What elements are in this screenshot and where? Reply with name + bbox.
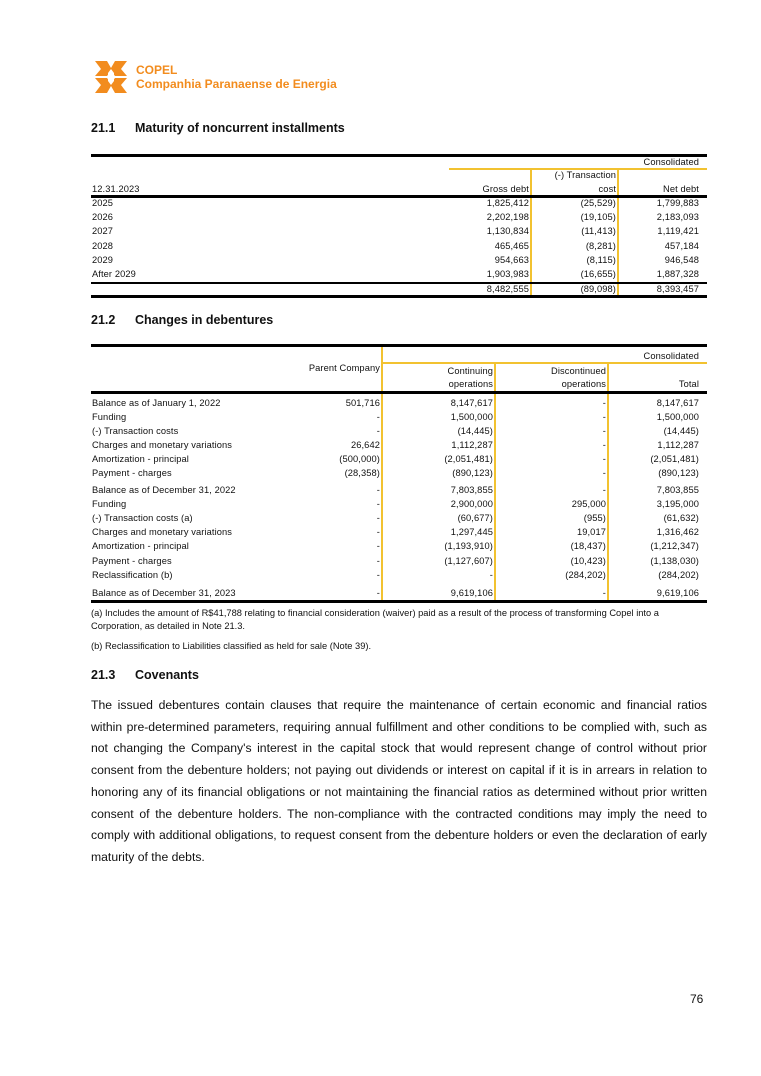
header-bottom-rule bbox=[91, 391, 707, 394]
row-label: Amortization - principal bbox=[92, 541, 189, 552]
cell-gross-debt: 1,825,412 bbox=[486, 198, 529, 208]
section-title: Changes in debentures bbox=[135, 313, 274, 327]
group-header-consolidated: Consolidated bbox=[643, 157, 699, 167]
row-label: 2025 bbox=[92, 198, 114, 208]
cell-parent-company: - bbox=[376, 541, 380, 552]
cell-gross-debt: 465,465 bbox=[494, 240, 529, 251]
column-divider bbox=[381, 347, 383, 602]
cell-discontinued: - bbox=[602, 467, 606, 478]
cell-transaction-cost: (8,281) bbox=[585, 240, 616, 251]
cell-discontinued: (18,437) bbox=[570, 541, 606, 552]
cell-continuing: 7,803,855 bbox=[450, 485, 493, 495]
cell-continuing: (1,127,607) bbox=[444, 555, 493, 566]
column-divider bbox=[607, 364, 609, 602]
cell-parent-company: - bbox=[376, 425, 380, 436]
cell-total: (890,123) bbox=[658, 467, 699, 478]
column-header-date: 12.31.2023 bbox=[92, 184, 140, 194]
cell-discontinued: (10,423) bbox=[570, 555, 606, 566]
cell-gross-debt: 1,903,983 bbox=[486, 269, 529, 279]
cell-total: (61,632) bbox=[663, 513, 699, 524]
column-header-parent: Parent Company bbox=[308, 363, 380, 373]
column-header-total: Total bbox=[678, 379, 699, 389]
cell-continuing: 2,900,000 bbox=[450, 499, 493, 510]
row-label: (-) Transaction costs (a) bbox=[92, 513, 193, 524]
cell-continuing: (1,193,910) bbox=[444, 541, 493, 552]
section-title: Maturity of noncurrent installments bbox=[135, 121, 345, 135]
cell-parent-company: - bbox=[376, 555, 380, 566]
cell-parent-company: - bbox=[376, 411, 380, 422]
section-number: 21.2 bbox=[91, 313, 116, 327]
section-title: Covenants bbox=[135, 668, 199, 682]
cell-total: (1,212,347) bbox=[650, 541, 699, 552]
cell-continuing: (60,677) bbox=[457, 513, 493, 524]
cell-net-debt: 457,184 bbox=[664, 240, 699, 251]
column-header-discontinued-1: Discontinued bbox=[551, 366, 606, 376]
cell-transaction-cost: (19,105) bbox=[580, 212, 616, 223]
section-number: 21.1 bbox=[91, 121, 116, 135]
cell-total: 1,316,462 bbox=[656, 527, 699, 538]
cell-parent-company: - bbox=[376, 499, 380, 510]
cell-net-debt: 946,548 bbox=[664, 254, 699, 265]
column-header-continuing-2: operations bbox=[448, 379, 493, 389]
row-label: 2026 bbox=[92, 212, 114, 223]
cell-net-debt: 1,799,883 bbox=[656, 198, 699, 208]
cell-discontinued: - bbox=[602, 588, 606, 598]
table-top-rule bbox=[91, 344, 707, 347]
cell-discontinued: (955) bbox=[583, 513, 606, 524]
footnote-a: (a) Includes the amount of R$41,788 relating to financial consideration (waiver) paid as a result of the process of transforming Copel into a Corporation, as detailed in Note 21.3. bbox=[91, 608, 659, 631]
cell-transaction-cost: (11,413) bbox=[581, 226, 616, 237]
row-label: Payment - charges bbox=[92, 467, 172, 478]
company-name: Companhia Paranaense de Energia bbox=[136, 77, 337, 91]
cell-net-debt: 1,119,421 bbox=[657, 226, 699, 237]
cell-continuing: 8,147,617 bbox=[450, 398, 493, 408]
cell-discontinued: - bbox=[602, 425, 606, 436]
cell-total: (14,445) bbox=[663, 425, 699, 436]
row-label: Reclassification (b) bbox=[92, 569, 173, 580]
cell-discontinued: - bbox=[602, 439, 606, 450]
cell-total: 8,147,617 bbox=[656, 398, 699, 408]
total-cost: (89,098) bbox=[580, 284, 616, 294]
row-label: Balance as of December 31, 2023 bbox=[92, 588, 236, 598]
cell-parent-company: - bbox=[376, 513, 380, 524]
row-label: Amortization - principal bbox=[92, 453, 189, 464]
column-header-transaction-1: (-) Transaction bbox=[554, 170, 616, 180]
cell-parent-company: - bbox=[376, 527, 380, 538]
cell-continuing: (2,051,481) bbox=[444, 453, 493, 464]
table-bottom-rule bbox=[91, 600, 707, 603]
cell-total: 1,500,000 bbox=[656, 411, 699, 422]
cell-net-debt: 2,183,093 bbox=[656, 212, 699, 223]
header-underline bbox=[381, 362, 707, 364]
cell-transaction-cost: (8,115) bbox=[586, 254, 616, 265]
row-label: Balance as of January 1, 2022 bbox=[92, 398, 221, 408]
column-header-net-debt: Net debt bbox=[663, 184, 699, 194]
cell-continuing: 9,619,106 bbox=[450, 588, 493, 598]
row-label: 2029 bbox=[92, 254, 114, 265]
cell-parent-company: - bbox=[376, 569, 380, 580]
total-net: 8,393,457 bbox=[656, 284, 699, 294]
section-heading-21-3 bbox=[91, 668, 199, 682]
cell-discontinued: - bbox=[602, 485, 606, 495]
cell-discontinued: - bbox=[602, 411, 606, 422]
group-header-consolidated: Consolidated bbox=[643, 351, 699, 361]
column-header-gross-debt: Gross debt bbox=[482, 184, 529, 194]
cell-gross-debt: 2,202,198 bbox=[486, 212, 529, 223]
row-label: Balance as of December 31, 2022 bbox=[92, 485, 236, 495]
cell-parent-company: (28,358) bbox=[344, 467, 380, 478]
cell-discontinued: 295,000 bbox=[571, 499, 606, 510]
cell-discontinued: - bbox=[602, 453, 606, 464]
column-header-transaction-2: cost bbox=[598, 184, 616, 194]
row-label: Charges and monetary variations bbox=[92, 527, 233, 538]
cell-discontinued: (284,202) bbox=[565, 569, 606, 580]
row-label: 2028 bbox=[92, 240, 114, 251]
column-divider bbox=[494, 364, 496, 602]
section-number: 21.3 bbox=[91, 668, 116, 682]
cell-continuing: 1,112,287 bbox=[451, 439, 493, 450]
cell-transaction-cost: (25,529) bbox=[580, 198, 616, 208]
cell-parent-company: (500,000) bbox=[339, 453, 380, 464]
row-label: Funding bbox=[92, 411, 127, 422]
covenants-paragraph: The issued debentures contain clauses that require the maintenance of certain economic and financial ratios within pre-determined parameters, requiring annual fulfillment and other conditions to be complied with, such as not changing the Company's interest in the capital stock that would represent change of control without prior consent from the debenture holders; not paying out dividends or interest on capital if it is in arrears in relation to honoring any of its financial obligations or not maintaining the financial ratios as determined without prior written consent of the debenture holders. The non-compliance with the contracted conditions may imply the need to comply with additional obligations, to request consent from the debenture holders or even the declaration of early maturity of the debts. bbox=[91, 698, 707, 864]
cell-continuing: - bbox=[489, 569, 493, 580]
cell-total: 7,803,855 bbox=[656, 485, 699, 495]
cell-discontinued: 19,017 bbox=[576, 527, 606, 538]
cell-parent-company: 26,642 bbox=[350, 439, 380, 450]
cell-continuing: 1,297,445 bbox=[450, 527, 493, 538]
row-label: 2027 bbox=[92, 226, 114, 237]
brand-name: COPEL bbox=[136, 63, 178, 77]
total-gross: 8,482,555 bbox=[486, 284, 529, 294]
cell-discontinued: - bbox=[602, 398, 606, 408]
cell-gross-debt: 1,130,834 bbox=[486, 226, 529, 237]
cell-parent-company: - bbox=[376, 485, 380, 495]
page-number: 76 bbox=[690, 992, 704, 1006]
cell-total: 1,112,287 bbox=[657, 439, 699, 450]
column-header-continuing-1: Continuing bbox=[447, 366, 493, 376]
row-label: Charges and monetary variations bbox=[92, 439, 233, 450]
cell-gross-debt: 954,663 bbox=[494, 254, 529, 265]
cell-continuing: (14,445) bbox=[457, 425, 493, 436]
row-label: After 2029 bbox=[92, 269, 136, 279]
cell-continuing: (890,123) bbox=[452, 467, 493, 478]
cell-parent-company: - bbox=[376, 588, 380, 598]
row-label: Payment - charges bbox=[92, 555, 172, 566]
row-label: Funding bbox=[92, 499, 127, 510]
footnote-b: (b) Reclassification to Liabilities classified as held for sale (Note 39). bbox=[91, 641, 372, 651]
cell-continuing: 1,500,000 bbox=[450, 411, 493, 422]
cell-total: (284,202) bbox=[658, 569, 699, 580]
cell-transaction-cost: (16,655) bbox=[580, 269, 616, 279]
cell-total: 9,619,106 bbox=[656, 588, 699, 598]
cell-total: (2,051,481) bbox=[650, 453, 699, 464]
cell-total: 3,195,000 bbox=[656, 499, 699, 510]
cell-net-debt: 1,887,328 bbox=[656, 269, 699, 279]
cell-parent-company: 501,716 bbox=[345, 398, 380, 408]
row-label: (-) Transaction costs bbox=[92, 425, 179, 436]
cell-total: (1,138,030) bbox=[650, 555, 699, 566]
column-header-discontinued-2: operations bbox=[561, 379, 606, 389]
